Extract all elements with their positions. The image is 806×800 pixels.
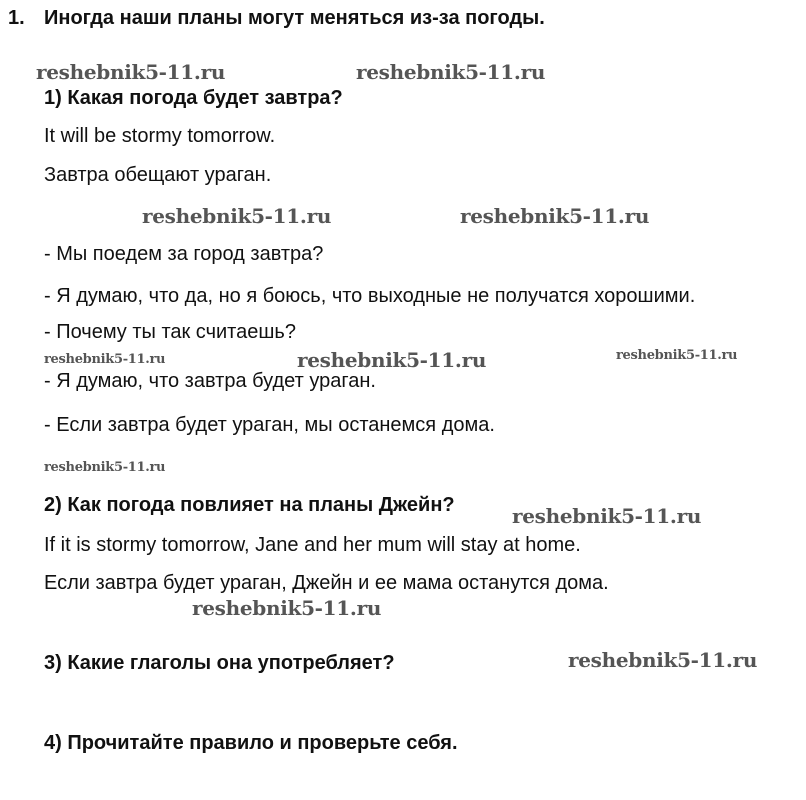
- question-2: 2) Как погода повлияет на планы Джейн?: [44, 494, 455, 516]
- dialogue-line-5: - Если завтра будет ураган, мы останемся дома.: [44, 414, 495, 436]
- dialogue-line-2: - Я думаю, что да, но я боюсь, что выходные не получатся хорошими.: [44, 285, 696, 307]
- answer-2-english: If it is stormy tomorrow, Jane and her mum will stay at home.: [44, 534, 581, 556]
- watermark: reshebnik5-11.ru: [142, 204, 332, 228]
- watermark: reshebnik5-11.ru: [44, 352, 166, 367]
- watermark: reshebnik5-11.ru: [36, 60, 226, 84]
- answer-1-russian: Завтра обещают ураган.: [44, 164, 272, 186]
- watermark: reshebnik5-11.ru: [568, 648, 758, 672]
- question-4: 4) Прочитайте правило и проверьте себя.: [44, 732, 458, 754]
- exercise-number: 1.: [8, 7, 25, 29]
- answer-1-english: It will be stormy tomorrow.: [44, 125, 276, 147]
- watermark: reshebnik5-11.ru: [460, 204, 650, 228]
- watermark: reshebnik5-11.ru: [616, 348, 738, 363]
- watermark: reshebnik5-11.ru: [512, 504, 702, 528]
- exercise-title: Иногда наши планы могут меняться из-за погоды.: [44, 7, 545, 29]
- dialogue-line-4: - Я думаю, что завтра будет ураган.: [44, 370, 376, 392]
- question-1: 1) Какая погода будет завтра?: [44, 87, 343, 109]
- watermark: reshebnik5-11.ru: [44, 460, 166, 475]
- answer-2-russian: Если завтра будет ураган, Джейн и ее мама останутся дома.: [44, 572, 609, 594]
- watermark: reshebnik5-11.ru: [192, 596, 382, 620]
- question-3: 3) Какие глаголы она употребляет?: [44, 652, 395, 674]
- watermark: reshebnik5-11.ru: [297, 348, 487, 372]
- watermark: reshebnik5-11.ru: [356, 60, 546, 84]
- dialogue-line-3: - Почему ты так считаешь?: [44, 321, 296, 343]
- dialogue-line-1: - Мы поедем за город завтра?: [44, 243, 324, 265]
